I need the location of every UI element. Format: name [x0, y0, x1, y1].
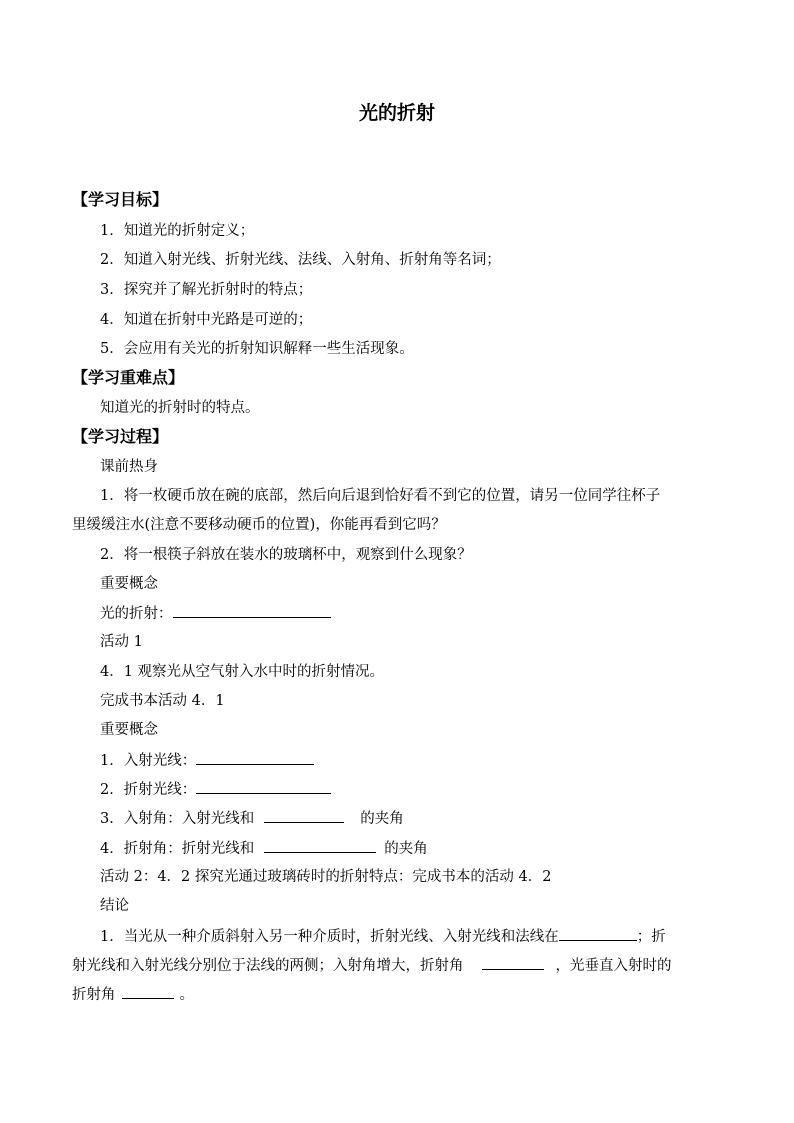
difficulty-text: 知道光的折射时的特点。: [100, 400, 260, 416]
goal-item: 5．会应用有关光的折射知识解释一些生活现象。: [100, 341, 414, 357]
concept-refraction-label: 光的折射：: [100, 606, 173, 622]
conclusion-text: ，光垂直入射时的: [555, 958, 672, 974]
concept-refracted-label: 2．折射光线：: [100, 782, 197, 798]
fill-blank: [264, 808, 344, 823]
concept-refraction-angle-label: 4．折射角：折射光线和: [100, 841, 255, 857]
concept-incident-angle: [100, 808, 404, 829]
conclusion-line-1: [100, 926, 666, 947]
warmup-question-2: 2．将一根筷子斜放在装水的玻璃杯中，观察到什么现象？: [100, 547, 472, 563]
page-title: 光的折射: [358, 102, 435, 124]
fill-blank: [264, 838, 376, 853]
warmup-question-1-cont: 里缓缓注水(注意不要移动硬币的位置)，你能再看到它吗？: [72, 517, 446, 533]
concept-refraction: [100, 603, 331, 624]
warmup-heading: 课前热身: [100, 459, 158, 475]
fill-blank: [482, 955, 544, 970]
activity-1-desc: 4．1 观察光从空气射入水中时的折射情况。: [100, 664, 385, 680]
fill-blank: [196, 750, 314, 765]
fill-blank: [173, 603, 331, 618]
concept-refracted-ray: [100, 779, 331, 800]
goal-item: 4．知道在折射中光路是可逆的；: [100, 312, 313, 328]
goal-item: 3．探究并了解光折射时的特点；: [100, 282, 313, 298]
conclusion-text: ；折: [636, 929, 666, 945]
warmup-question-1: 1．将一枚硬币放在碗的底部，然后向后退到恰好看不到它的位置，请另一位同学往杯子: [100, 488, 661, 504]
concept-heading: 重要概念: [100, 576, 158, 592]
section-heading-difficulty: 【学习重难点】: [72, 368, 185, 387]
concept-heading: 重要概念: [100, 722, 158, 738]
conclusion-text: 。: [179, 987, 194, 1003]
concept-incident-angle-label: 3．入射角：入射光线和: [100, 811, 255, 827]
conclusion-line-3: [72, 984, 194, 1005]
fill-blank: [122, 984, 174, 999]
goal-item: 2．知道入射光线、折射光线、法线、入射角、折射角等名词；: [100, 252, 501, 268]
concept-refraction-angle: [100, 838, 428, 859]
conclusion-text: 1．当光从一种介质斜射入另一种介质时，折射光线、入射光线和法线在: [100, 929, 559, 945]
section-heading-process: 【学习过程】: [72, 427, 169, 446]
activity-2: 活动 2：4．2 探究光通过玻璃砖时的折射特点：完成书本的活动 4．2: [100, 869, 552, 885]
activity-1-heading: 活动 1: [100, 634, 143, 650]
concept-refraction-angle-suffix: 的夹角: [384, 841, 428, 857]
conclusion-heading: 结论: [100, 898, 129, 914]
fill-blank: [196, 779, 331, 794]
fill-blank: [559, 926, 637, 941]
conclusion-text: 折射角: [72, 987, 116, 1003]
conclusion-text: 射光线和入射光线分别位于法线的两侧；入射角增大，折射角: [72, 958, 464, 974]
conclusion-line-2: [72, 955, 672, 976]
concept-incident-angle-suffix: 的夹角: [360, 811, 404, 827]
activity-1-book: 完成书本活动 4．1: [100, 693, 225, 709]
concept-incident-ray: [100, 750, 314, 771]
section-heading-goals: 【学习目标】: [72, 190, 169, 209]
goal-item: 1．知道光的折射定义；: [100, 223, 255, 239]
concept-incident-label: 1．入射光线：: [100, 753, 197, 769]
